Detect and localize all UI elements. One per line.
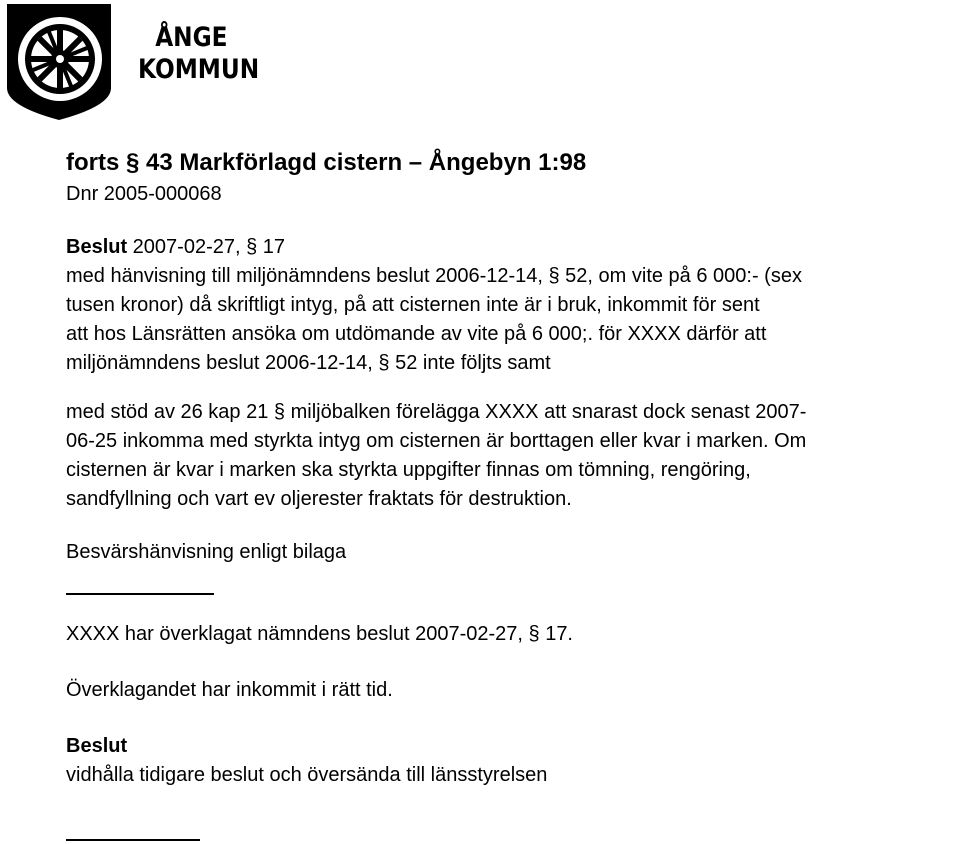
decision-block <box>66 233 802 378</box>
paragraph-line: cisternen är kvar i marken ska styrkta uppgifter finnas om tömning, rengöring, <box>66 459 751 481</box>
divider-line-bottom <box>66 839 200 841</box>
paragraph-line: att hos Länsrätten ansöka om utdömande av vite på 6 000;. för XXXX därför att <box>66 323 767 345</box>
appeal-timeliness: Överklagandet har inkommit i rätt tid. <box>66 679 393 701</box>
document-title: forts § 43 Markförlagd cistern – Ångebyn 1:98 <box>66 149 587 176</box>
ange-kommun-logo <box>4 2 114 122</box>
dnr-number: Dnr 2005-000068 <box>66 183 222 205</box>
paragraph-line: tusen kronor) då skriftligt intyg, på att cisternen inte är i bruk, inkommit för sent <box>66 294 760 316</box>
final-decision-block <box>66 732 547 790</box>
appeal-statement: XXXX har överklagat nämndens beslut 2007-02-27, § 17. <box>66 623 573 645</box>
org-name-line1: ÅNGE <box>155 22 228 53</box>
org-name-line2: KOMMUN <box>138 54 260 85</box>
paragraph-line: med stöd av 26 kap 21 § miljöbalken förelägga XXXX att snarast dock senast 2007- <box>66 401 807 423</box>
final-decision-label: Beslut <box>66 735 128 757</box>
org-name <box>138 22 259 86</box>
decision-date: 2007-02-27, § 17 <box>127 236 286 258</box>
paragraph-line: 06-25 inkomma med styrkta intyg om cisternen är borttagen eller kvar i marken. Om <box>66 430 807 452</box>
paragraph-line: sandfyllning och vart ev oljerester fraktats för destruktion. <box>66 488 572 510</box>
order-paragraph <box>66 398 806 514</box>
divider-line <box>66 593 214 595</box>
appeal-reference: Besvärshänvisning enligt bilaga <box>66 541 347 563</box>
decision-label: Beslut <box>66 236 128 258</box>
paragraph-line: med hänvisning till miljönämndens beslut 2006-12-14, § 52, om vite på 6 000:- (sex <box>66 265 802 287</box>
final-decision-text: vidhålla tidigare beslut och översända till länsstyrelsen <box>66 764 548 786</box>
decision-heading <box>66 233 802 262</box>
paragraph-line: miljönämndens beslut 2006-12-14, § 52 inte följts samt <box>66 352 551 374</box>
